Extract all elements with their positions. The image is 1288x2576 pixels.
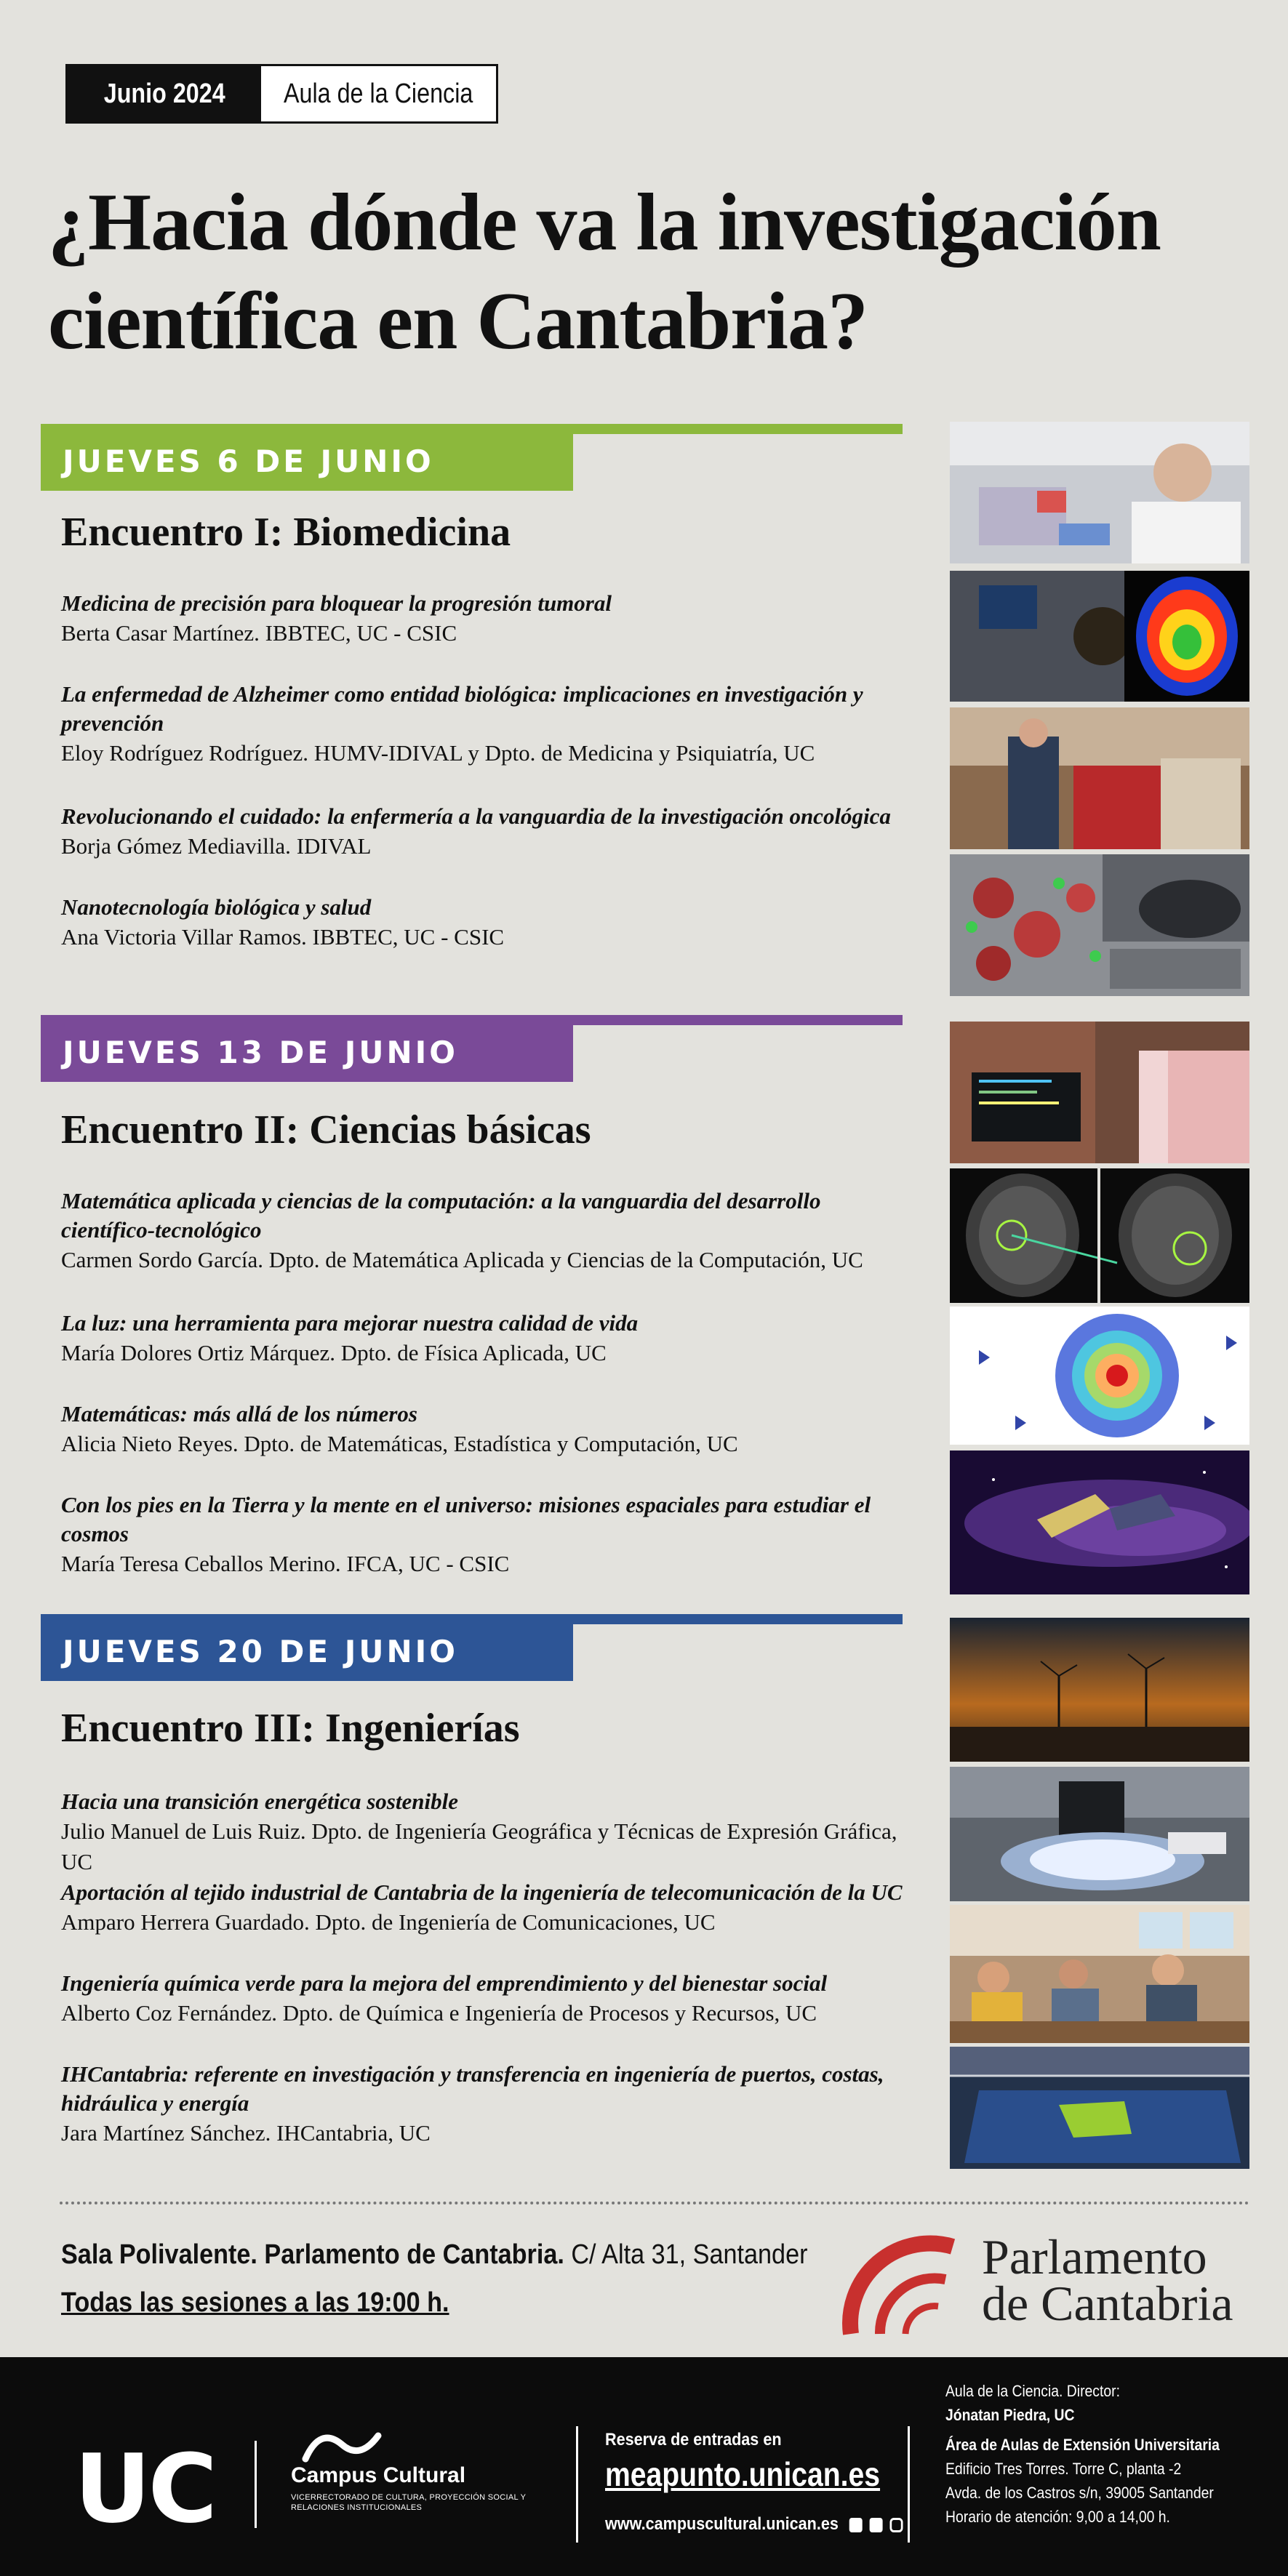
campus-cultural-subtitle: VICERRECTORADO DE CULTURA, PROYECCIÓN SOCIAL Y RELACIONES INSTITUCIONALES xyxy=(291,2493,527,2512)
campus-cultural-name: Campus Cultural xyxy=(291,2463,466,2487)
website-link[interactable]: www.campuscultural.unican.es xyxy=(605,2514,903,2535)
talk-title: Matemáticas: más allá de los números xyxy=(61,1401,417,1427)
reservation-link[interactable]: meapunto.unican.es xyxy=(605,2455,881,2493)
session-time: Todas las sesiones a las 19:00 h. xyxy=(61,2287,449,2318)
campus-cultural-logo-icon xyxy=(291,2430,385,2463)
photo-telecom-lab xyxy=(950,1767,1249,1901)
talk-2-4 xyxy=(61,1490,905,1579)
photo-brain-scan xyxy=(950,571,1249,702)
talk-affiliation: IHCantabria, UC xyxy=(271,2120,431,2146)
facebook-icon[interactable] xyxy=(849,2518,863,2532)
talk-affiliation: Dpto. de Química e Ingeniería de Procesos y Recursos, UC xyxy=(276,2000,817,2026)
talk-2-3 xyxy=(61,1400,905,1459)
talk-affiliation: HUMV-IDIVAL y Dpto. de Medicina y Psiquiatría, UC xyxy=(308,740,815,766)
talk-title: Matemática aplicada y ciencias de la computación: a la vanguardia del desarrollo científico-tecnológico xyxy=(61,1188,821,1243)
footer-separator xyxy=(908,2426,910,2543)
photo-light-pattern xyxy=(950,1307,1249,1445)
talk-3-4 xyxy=(61,2060,905,2148)
uc-logo: UC xyxy=(74,2433,215,2544)
photo-nanotech-cells xyxy=(950,854,1249,996)
talk-affiliation: IFCA, UC - CSIC xyxy=(340,1551,510,1576)
photo-laptop-code xyxy=(950,1022,1249,1163)
section-1-title: Encuentro I: Biomedicina xyxy=(61,510,511,555)
divider xyxy=(60,2202,1249,2204)
section-1-day: JUEVES 6 DE JUNIO xyxy=(41,431,573,491)
talk-title: Medicina de precisión para bloquear la progresión tumoral xyxy=(61,590,612,616)
talk-title: Con los pies en la Tierra y la mente en el universo: misiones espaciales para estudiar el cosmos xyxy=(61,1492,871,1546)
talk-affiliation: Dpto. de Ingeniería de Comunicaciones, UC xyxy=(309,1909,716,1935)
parlamento-wordmark: Parlamento de Cantabria xyxy=(982,2229,1233,2331)
talk-speaker: Eloy Rodríguez Rodríguez. xyxy=(61,740,309,766)
photo-brain-mri xyxy=(950,1168,1249,1303)
photo-wind-turbines xyxy=(950,1618,1249,1762)
footer-separator xyxy=(255,2441,257,2528)
talk-1-3 xyxy=(61,802,905,862)
twitter-icon[interactable] xyxy=(870,2518,883,2532)
talk-title: La enfermedad de Alzheimer como entidad biológica: implicaciones en investigación y prevención xyxy=(61,681,863,736)
talk-title: La luz: una herramienta para mejorar nuestra calidad de vida xyxy=(61,1310,639,1336)
talk-speaker: María Dolores Ortiz Márquez. xyxy=(61,1340,336,1365)
talk-affiliation: IBBTEC, UC - CSIC xyxy=(259,620,457,646)
footer xyxy=(0,2357,1288,2576)
talk-3-1 xyxy=(61,1787,905,1877)
talk-speaker: Ana Victoria Villar Ramos. xyxy=(61,924,307,950)
talk-title: Hacia una transición energética sostenible xyxy=(61,1789,458,1814)
contact-info: Aula de la Ciencia. Director: Jónatan Piedra, UC Área de Aulas de Extensión Universitaria Edificio Tres Torres. Torre C, planta -2 Avda. de los Castros s/n, 39005 Santander Horario de atención: 9,00 a 14,00 h. xyxy=(945,2382,1220,2526)
photo-lab-researcher xyxy=(950,422,1249,563)
photo-meeting xyxy=(950,1905,1249,2043)
talk-affiliation: Dpto. de Matemáticas, Estadística y Computación, UC xyxy=(238,1431,738,1456)
talk-speaker: Borja Gómez Mediavilla. xyxy=(61,833,291,859)
talk-affiliation: Dpto. de Física Aplicada, UC xyxy=(335,1340,607,1365)
talk-title: IHCantabria: referente en investigación y transferencia en ingeniería de puertos, costas, hidráulica y energía xyxy=(61,2061,884,2116)
series-tag: Aula de la Ciencia xyxy=(261,66,496,121)
talk-3-2 xyxy=(61,1878,905,1938)
talk-affiliation: Dpto. de Ingeniería Geográfica y Técnicas de Expresión Gráfica, UC xyxy=(61,1818,897,1874)
talk-speaker: Carmen Sordo García. xyxy=(61,1247,264,1272)
talk-speaker: Julio Manuel de Luis Ruiz. xyxy=(61,1818,306,1844)
section-2-title: Encuentro II: Ciencias básicas xyxy=(61,1107,591,1152)
talk-speaker: Amparo Herrera Guardado. xyxy=(61,1909,310,1935)
venue-address: Sala Polivalente. Parlamento de Cantabria. C/ Alta 31, Santander xyxy=(61,2239,808,2270)
footer-separator xyxy=(576,2426,578,2543)
talk-1-1 xyxy=(61,589,905,649)
talk-2-2 xyxy=(61,1309,905,1368)
talk-title: Ingeniería química verde para la mejora del emprendimiento y del bienestar social xyxy=(61,1970,828,1996)
talk-speaker: Alberto Coz Fernández. xyxy=(61,2000,277,2026)
talk-2-1 xyxy=(61,1187,905,1275)
date-tag: Junio 2024 xyxy=(68,66,261,121)
photo-wave-basin xyxy=(950,2047,1249,2169)
talk-3-3 xyxy=(61,1969,905,2029)
photo-space-telescope xyxy=(950,1450,1249,1594)
section-2-day: JUEVES 13 DE JUNIO xyxy=(41,1022,573,1082)
talk-title: Aportación al tejido industrial de Cantabria de la ingeniería de telecomunicación de la UC xyxy=(61,1879,903,1905)
talk-1-4 xyxy=(61,893,905,952)
photo-nursing-care xyxy=(950,707,1249,849)
talk-affiliation: IBBTEC, UC - CSIC xyxy=(306,924,505,950)
instagram-icon[interactable] xyxy=(889,2518,903,2532)
reservation-label: Reserva de entradas en xyxy=(605,2430,782,2449)
talk-title: Revolucionando el cuidado: la enfermería a la vanguardia de la investigación oncológica xyxy=(61,803,891,829)
page-title: ¿Hacia dónde va la investigación científica en Cantabria? xyxy=(48,177,1161,366)
section-3-day: JUEVES 20 DE JUNIO xyxy=(41,1621,573,1681)
talk-affiliation: Dpto. de Matemática Aplicada y Ciencias de la Computación, UC xyxy=(263,1247,863,1272)
talk-speaker: María Teresa Ceballos Merino. xyxy=(61,1551,341,1576)
header-tag xyxy=(65,64,498,124)
talk-affiliation: IDIVAL xyxy=(290,833,372,859)
talk-title: Nanotecnología biológica y salud xyxy=(61,894,372,920)
section-3-title: Encuentro III: Ingenierías xyxy=(61,1706,520,1751)
talk-1-2 xyxy=(61,680,905,769)
talk-speaker: Alicia Nieto Reyes. xyxy=(61,1431,239,1456)
talk-speaker: Jara Martínez Sánchez. xyxy=(61,2120,271,2146)
talk-speaker: Berta Casar Martínez. xyxy=(61,620,260,646)
